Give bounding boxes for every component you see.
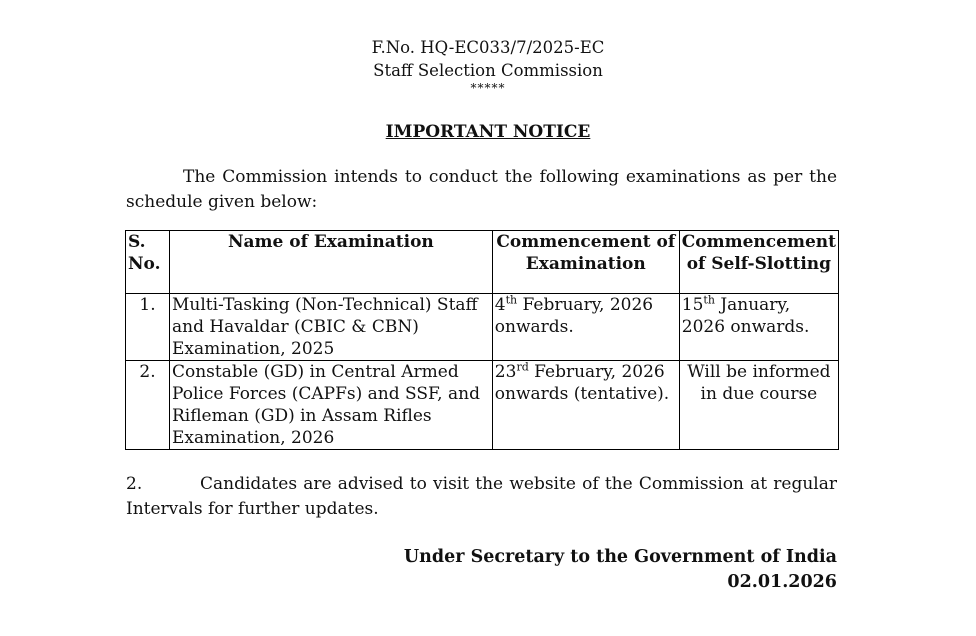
date-day: 4 [494,295,506,315]
header-exam-name: Name of Examination [169,231,492,294]
date-ordinal: th [703,293,715,307]
table-row [126,361,839,450]
table-row [126,294,839,361]
date-rest: February, 2026 onwards (tentative). [494,362,670,404]
date-ordinal: th [505,293,518,307]
notice-title: IMPORTANT NOTICE [385,122,591,142]
row-self-slotting [679,294,838,361]
document-header [0,36,976,94]
advisory-paragraph [126,472,837,522]
header-commencement: Commencement of Examination [492,231,679,294]
date-day: 15 [681,295,704,315]
table-header-row [126,231,839,294]
exam-schedule-table [125,230,839,450]
file-number: F.No. HQ-EC033/7/2025-EC [371,38,605,57]
row-exam-name: Multi-Tasking (Non-Technical) Staff and Havaldar (CBIC & CBN) Examination, 2025 [169,294,492,361]
row-sno: 2. [126,361,170,450]
paragraph-text: Candidates are advised to visit the website of the Commission at regular Intervals for further updates. [126,474,837,519]
date-ordinal: rd [516,360,529,374]
signatory-designation: Under Secretary to the Government of India [403,547,837,567]
date-rest: February, 2026 onwards. [494,295,654,337]
intro-paragraph: The Commission intends to conduct the following examinations as per the schedule given below: [126,167,837,212]
date-day: 23 [494,362,517,382]
organization-name: Staff Selection Commission [373,61,603,80]
date-rest: January, 2026 onwards. [681,295,810,337]
header-self-slotting: Commencement of Self-Slotting [679,231,838,294]
row-commencement [492,361,679,450]
signature-block [126,545,837,595]
header-sno: S. No. [126,231,170,294]
paragraph-number: 2. [126,474,143,494]
separator-stars: ***** [470,81,506,95]
row-sno: 1. [126,294,170,361]
row-exam-name: Constable (GD) in Central Armed Police Forces (CAPFs) and SSF, and Rifleman (GD) in Assam Rifles Examination, 2026 [169,361,492,450]
row-commencement [492,294,679,361]
notice-date: 02.01.2026 [727,572,837,592]
row-self-slotting: Will be informed in due course [679,361,838,450]
